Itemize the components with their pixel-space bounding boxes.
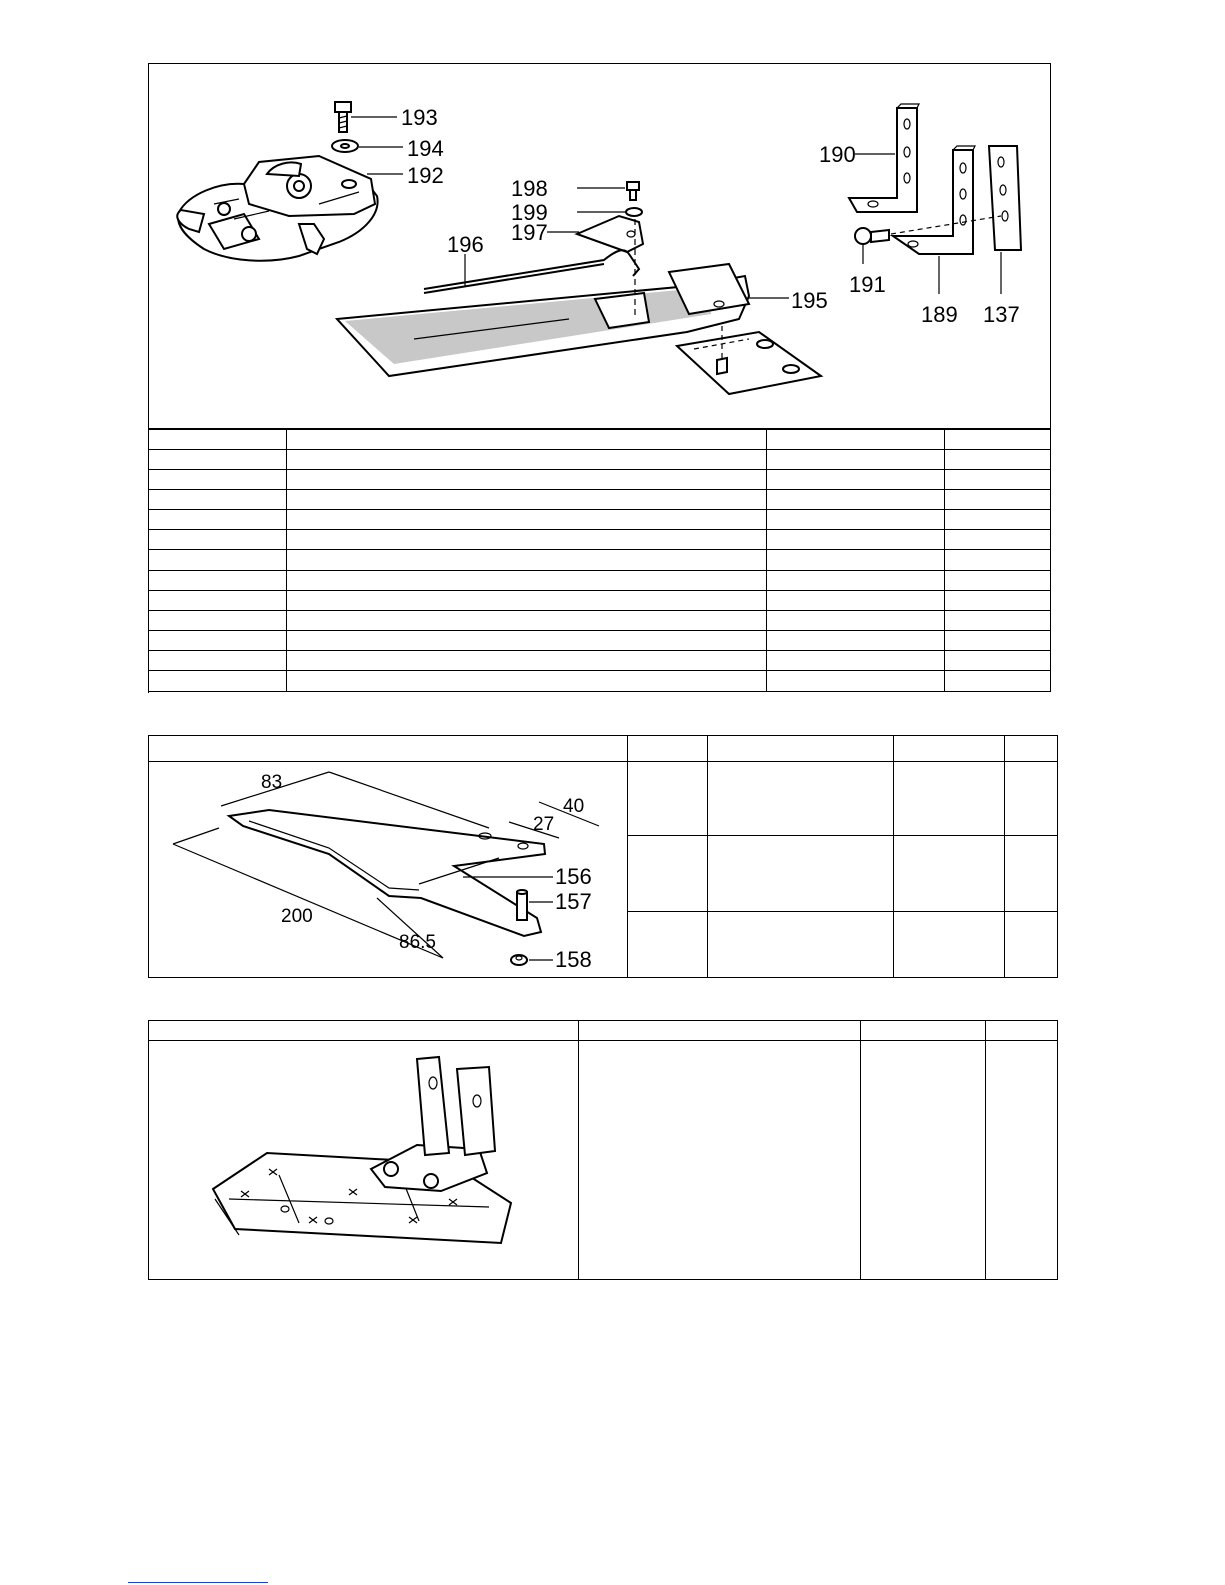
clamp-assembly-192 xyxy=(177,156,377,261)
bracket-137 xyxy=(989,146,1021,250)
callout-157: 157 xyxy=(555,889,592,914)
nut-158 xyxy=(511,955,527,965)
callout-194: 194 xyxy=(407,136,444,161)
clip-plate-197 xyxy=(577,216,643,252)
parts-table-1 xyxy=(148,429,1051,693)
washer-199 xyxy=(626,208,642,216)
parts-diagram-frame xyxy=(148,63,1051,429)
screw-198 xyxy=(627,182,639,190)
section3-frame xyxy=(148,1020,1058,1280)
guide-plate-156 xyxy=(229,810,545,936)
callout-196: 196 xyxy=(447,232,484,257)
base-plate xyxy=(677,326,821,394)
dim-83: 83 xyxy=(261,772,283,793)
section2-frame xyxy=(148,735,1058,978)
section3-grid xyxy=(149,1021,1057,1279)
callout-199: 199 xyxy=(511,200,548,225)
callout-158: 158 xyxy=(555,947,592,972)
exploded-diagram xyxy=(149,64,1050,428)
footer-link-underline[interactable] xyxy=(128,1582,268,1583)
dim-86-5: 86.5 xyxy=(399,932,436,953)
section2-grid xyxy=(149,736,1057,977)
dim-27: 27 xyxy=(533,814,555,835)
dim-200: 200 xyxy=(281,906,313,927)
callout-198: 198 xyxy=(511,176,548,201)
callout-191: 191 xyxy=(849,272,886,297)
callout-195: 195 xyxy=(791,288,828,313)
mounting-plate xyxy=(213,1057,511,1243)
callout-189: 189 xyxy=(921,302,958,327)
parts-table-1-grid xyxy=(149,429,1051,693)
callout-156: 156 xyxy=(555,864,592,889)
dim-40: 40 xyxy=(563,796,585,817)
callout-193: 193 xyxy=(401,105,438,130)
screw-193 xyxy=(335,102,351,132)
callout-192: 192 xyxy=(407,163,444,188)
bracket-190 xyxy=(849,104,919,212)
callout-190: 190 xyxy=(819,142,856,167)
callout-197: 197 xyxy=(511,220,548,245)
pin-157 xyxy=(517,890,527,920)
callout-137: 137 xyxy=(983,302,1020,327)
